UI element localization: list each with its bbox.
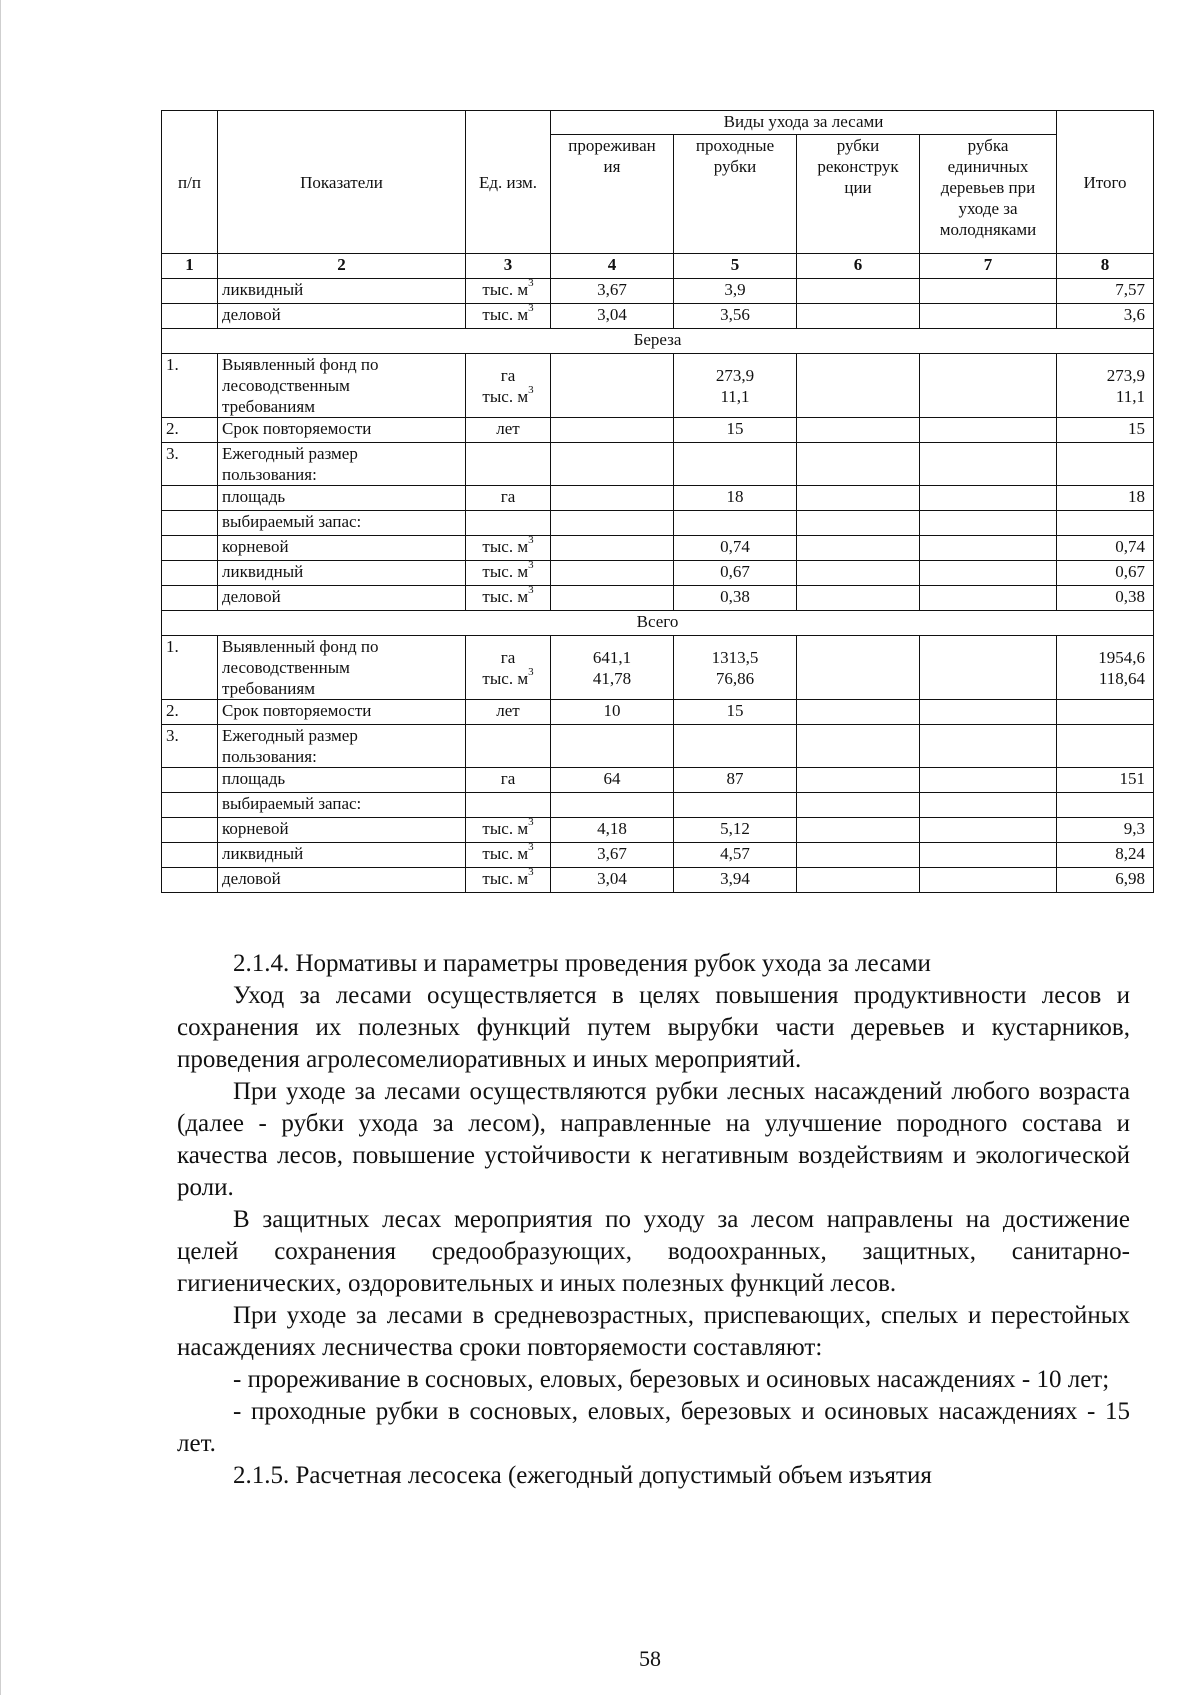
row-name: Срок повторяемости	[218, 700, 466, 725]
row-unit: га	[466, 768, 551, 793]
row-reconstruction-value	[797, 304, 920, 329]
row-passage-value	[674, 511, 797, 536]
row-thinning-value: 3,67	[551, 279, 674, 304]
header-single-line: рубка	[967, 136, 1009, 155]
row-thinning-value: 641,1 41,78	[551, 636, 674, 700]
row-unit: тыс. $м^3$	[466, 818, 551, 843]
table-row	[162, 868, 1154, 893]
row-single-value	[920, 818, 1057, 843]
row-total-value: 7,57	[1057, 279, 1154, 304]
row-passage-value: 15	[674, 700, 797, 725]
table-row	[162, 793, 1154, 818]
table-row	[162, 304, 1154, 329]
header-reconstruction-line: реконструк	[817, 157, 899, 176]
row-unit: тыс. $м^3$	[466, 304, 551, 329]
row-passage-value: 273,9 11,1	[674, 354, 797, 418]
row-reconstruction-value	[797, 511, 920, 536]
row-name: Выявленный фонд по лесоводственным требованиям	[218, 354, 466, 418]
table-row	[162, 843, 1154, 868]
row-total-value: 6,98	[1057, 868, 1154, 893]
table-row	[162, 354, 1154, 418]
header-total: Итого	[1057, 111, 1154, 254]
row-single-value	[920, 511, 1057, 536]
page-edge	[0, 0, 1, 1695]
table-row	[162, 443, 1154, 486]
row-no: 1.	[162, 636, 218, 700]
header-unit: Ед. изм.	[466, 111, 551, 254]
row-single-value	[920, 304, 1057, 329]
row-reconstruction-value	[797, 868, 920, 893]
row-name: ликвидный	[218, 843, 466, 868]
row-no: 1.	[162, 354, 218, 418]
row-unit: тыс. $м^3$	[466, 561, 551, 586]
row-unit	[466, 443, 551, 486]
row-reconstruction-value	[797, 536, 920, 561]
row-reconstruction-value	[797, 586, 920, 611]
table-row	[162, 725, 1154, 768]
row-name: Выявленный фонд по лесоводственным требованиям	[218, 636, 466, 700]
col-number: 6	[797, 254, 920, 279]
body-text	[177, 948, 1130, 1492]
header-row-1	[162, 111, 1154, 135]
row-thinning-value	[551, 443, 674, 486]
col-number: 3	[466, 254, 551, 279]
row-no	[162, 536, 218, 561]
row-total-value: 151	[1057, 768, 1154, 793]
row-name: корневой	[218, 536, 466, 561]
header-thinning-line: ия	[603, 157, 621, 176]
row-name: деловой	[218, 868, 466, 893]
row-passage-value	[674, 725, 797, 768]
row-reconstruction-value	[797, 768, 920, 793]
row-name: Ежегодный размер пользования:	[218, 725, 466, 768]
row-total-value: 0,67	[1057, 561, 1154, 586]
row-total-value: 1954,6 118,64	[1057, 636, 1154, 700]
row-no	[162, 304, 218, 329]
row-no	[162, 511, 218, 536]
col-number: 1	[162, 254, 218, 279]
row-total-value	[1057, 511, 1154, 536]
col-number: 2	[218, 254, 466, 279]
row-single-value	[920, 586, 1057, 611]
row-reconstruction-value	[797, 279, 920, 304]
row-single-value	[920, 636, 1057, 700]
row-no	[162, 768, 218, 793]
section-heading: 2.1.5. Расчетная лесосека (ежегодный допустимый объем изъятия	[233, 1462, 932, 1489]
table-row	[162, 700, 1154, 725]
section-title-total: Всего	[162, 611, 1154, 636]
row-thinning-value	[551, 536, 674, 561]
row-single-value	[920, 354, 1057, 418]
row-total-value	[1057, 700, 1154, 725]
row-reconstruction-value	[797, 843, 920, 868]
header-pp: п/п	[162, 111, 218, 254]
row-name: площадь	[218, 486, 466, 511]
row-total-value: 0,38	[1057, 586, 1154, 611]
row-no	[162, 486, 218, 511]
header-reconstruction-line: ции	[844, 178, 872, 197]
paragraph: При уходе за лесами осуществляются рубки лесных насаждений любого возраста (далее - рубки ухода за лесом), направленные на улучшение породного состава и качества лесов, повышение устойчивости к негативным воздействиям и экологической роли.	[177, 1078, 1130, 1201]
row-total-value: 9,3	[1057, 818, 1154, 843]
page-number: 58	[639, 1646, 661, 1671]
row-name: ликвидный	[218, 561, 466, 586]
header-passage-line: рубки	[713, 157, 757, 176]
row-thinning-value	[551, 561, 674, 586]
row-no	[162, 793, 218, 818]
row-single-value	[920, 868, 1057, 893]
row-single-value	[920, 561, 1057, 586]
list-item: - прореживание в сосновых, еловых, березовых и осиновых насаждениях - 10 лет;	[233, 1366, 1110, 1393]
row-unit: тыс. $м^3$	[466, 868, 551, 893]
section-title-birch: Береза	[162, 329, 1154, 354]
header-passage-line: проходные	[695, 136, 775, 155]
table-row	[162, 418, 1154, 443]
row-reconstruction-value	[797, 700, 920, 725]
column-numbers-row	[162, 254, 1154, 279]
row-passage-value: 18	[674, 486, 797, 511]
row-reconstruction-value	[797, 561, 920, 586]
row-reconstruction-value	[797, 793, 920, 818]
header-single-line: единичных	[947, 157, 1029, 176]
col-number: 5	[674, 254, 797, 279]
header-thinning-line: прореживан	[568, 136, 656, 155]
row-unit: га тыс. $м^3$	[466, 636, 551, 700]
table-row	[162, 511, 1154, 536]
header-reconstruction-line: рубки	[836, 136, 880, 155]
table-row	[162, 818, 1154, 843]
row-single-value	[920, 418, 1057, 443]
row-passage-value: 87	[674, 768, 797, 793]
section-row-total	[162, 611, 1154, 636]
table-row	[162, 561, 1154, 586]
row-total-value: 3,6	[1057, 304, 1154, 329]
row-total-value: 8,24	[1057, 843, 1154, 868]
row-passage-value: 0,67	[674, 561, 797, 586]
row-unit	[466, 511, 551, 536]
row-thinning-value	[551, 418, 674, 443]
row-passage-value: 3,9	[674, 279, 797, 304]
row-unit: тыс. $м^3$	[466, 586, 551, 611]
row-thinning-value: 10	[551, 700, 674, 725]
row-name: ликвидный	[218, 279, 466, 304]
row-thinning-value	[551, 511, 674, 536]
row-passage-value: 5,12	[674, 818, 797, 843]
row-passage-value: 4,57	[674, 843, 797, 868]
row-single-value	[920, 725, 1057, 768]
col-number: 8	[1057, 254, 1154, 279]
row-unit: тыс. $м^3$	[466, 536, 551, 561]
table-row	[162, 636, 1154, 700]
row-no: 2.	[162, 418, 218, 443]
row-thinning-value: 3,67	[551, 843, 674, 868]
header-indicators: Показатели	[218, 111, 466, 254]
row-thinning-value: 3,04	[551, 304, 674, 329]
row-single-value	[920, 279, 1057, 304]
header-single-trees	[920, 135, 1057, 254]
row-name: выбираемый запас:	[218, 511, 466, 536]
row-name: выбираемый запас:	[218, 793, 466, 818]
row-total-value: 15	[1057, 418, 1154, 443]
row-name: деловой	[218, 304, 466, 329]
paragraph: Уход за лесами осуществляется в целях повышения продуктивности лесов и сохранения их полезных функций путем вырубки части деревьев и кустарников, проведения агролесомелиоративных и иных мероприятий.	[177, 982, 1130, 1073]
row-no: 2.	[162, 700, 218, 725]
row-no	[162, 843, 218, 868]
row-unit: га	[466, 486, 551, 511]
row-single-value	[920, 843, 1057, 868]
paragraph: При уходе за лесами в средневозрастных, приспевающих, спелых и перестойных насаждениях лесничества сроки повторяемости составляют:	[177, 1302, 1130, 1361]
row-passage-value: 3,56	[674, 304, 797, 329]
row-no	[162, 279, 218, 304]
row-thinning-value	[551, 486, 674, 511]
row-total-value: 0,74	[1057, 536, 1154, 561]
header-care-types: Виды ухода за лесами	[551, 111, 1057, 135]
row-thinning-value: 4,18	[551, 818, 674, 843]
row-no	[162, 561, 218, 586]
row-no: 3.	[162, 443, 218, 486]
row-single-value	[920, 536, 1057, 561]
row-unit	[466, 725, 551, 768]
row-thinning-value	[551, 354, 674, 418]
row-unit: лет	[466, 700, 551, 725]
row-name: Ежегодный размер пользования:	[218, 443, 466, 486]
row-thinning-value: 64	[551, 768, 674, 793]
row-passage-value: 15	[674, 418, 797, 443]
section-heading: 2.1.4. Нормативы и параметры проведения рубок ухода за лесами	[233, 950, 931, 977]
row-name: Срок повторяемости	[218, 418, 466, 443]
row-reconstruction-value	[797, 418, 920, 443]
table-row	[162, 486, 1154, 511]
row-passage-value: 0,38	[674, 586, 797, 611]
header-single-line: уходе за	[958, 199, 1018, 218]
row-reconstruction-value	[797, 354, 920, 418]
row-total-value	[1057, 725, 1154, 768]
row-passage-value: 1313,5 76,86	[674, 636, 797, 700]
row-reconstruction-value	[797, 443, 920, 486]
row-single-value	[920, 486, 1057, 511]
row-passage-value: 3,94	[674, 868, 797, 893]
table-row	[162, 768, 1154, 793]
row-passage-value	[674, 793, 797, 818]
row-total-value: 273,9 11,1	[1057, 354, 1154, 418]
row-reconstruction-value	[797, 636, 920, 700]
row-passage-value: 0,74	[674, 536, 797, 561]
row-unit: лет	[466, 418, 551, 443]
header-single-line: молодняками	[939, 220, 1037, 239]
col-number: 4	[551, 254, 674, 279]
row-unit	[466, 793, 551, 818]
table-row	[162, 279, 1154, 304]
row-unit: га тыс. $м^3$	[466, 354, 551, 418]
row-single-value	[920, 768, 1057, 793]
section-row-birch	[162, 329, 1154, 354]
row-unit: тыс. $м^3$	[466, 279, 551, 304]
row-no	[162, 868, 218, 893]
list-item: - проходные рубки в сосновых, еловых, березовых и осиновых насаждениях - 15 лет.	[177, 1398, 1130, 1457]
row-no: 3.	[162, 725, 218, 768]
row-no	[162, 586, 218, 611]
paragraph: В защитных лесах мероприятия по уходу за лесом направлены на достижение целей сохранения средообразующих, водоохранных, защитных, санитарно-гигиенических, оздоровительных и иных полезных функций лесов.	[177, 1206, 1130, 1297]
row-no	[162, 818, 218, 843]
row-single-value	[920, 700, 1057, 725]
row-total-value	[1057, 793, 1154, 818]
row-reconstruction-value	[797, 818, 920, 843]
row-name: корневой	[218, 818, 466, 843]
row-reconstruction-value	[797, 725, 920, 768]
row-thinning-value: 3,04	[551, 868, 674, 893]
header-reconstruction	[797, 135, 920, 254]
header-thinning	[551, 135, 674, 254]
row-passage-value	[674, 443, 797, 486]
row-reconstruction-value	[797, 486, 920, 511]
forest-care-table	[161, 110, 1154, 893]
col-number: 7	[920, 254, 1057, 279]
row-single-value	[920, 443, 1057, 486]
row-total-value	[1057, 443, 1154, 486]
row-thinning-value	[551, 586, 674, 611]
table-row	[162, 586, 1154, 611]
header-passage	[674, 135, 797, 254]
header-single-line: деревьев при	[940, 178, 1036, 197]
row-thinning-value	[551, 725, 674, 768]
row-thinning-value	[551, 793, 674, 818]
row-unit: тыс. $м^3$	[466, 843, 551, 868]
row-total-value: 18	[1057, 486, 1154, 511]
row-name: деловой	[218, 586, 466, 611]
row-single-value	[920, 793, 1057, 818]
table-row	[162, 536, 1154, 561]
row-name: площадь	[218, 768, 466, 793]
